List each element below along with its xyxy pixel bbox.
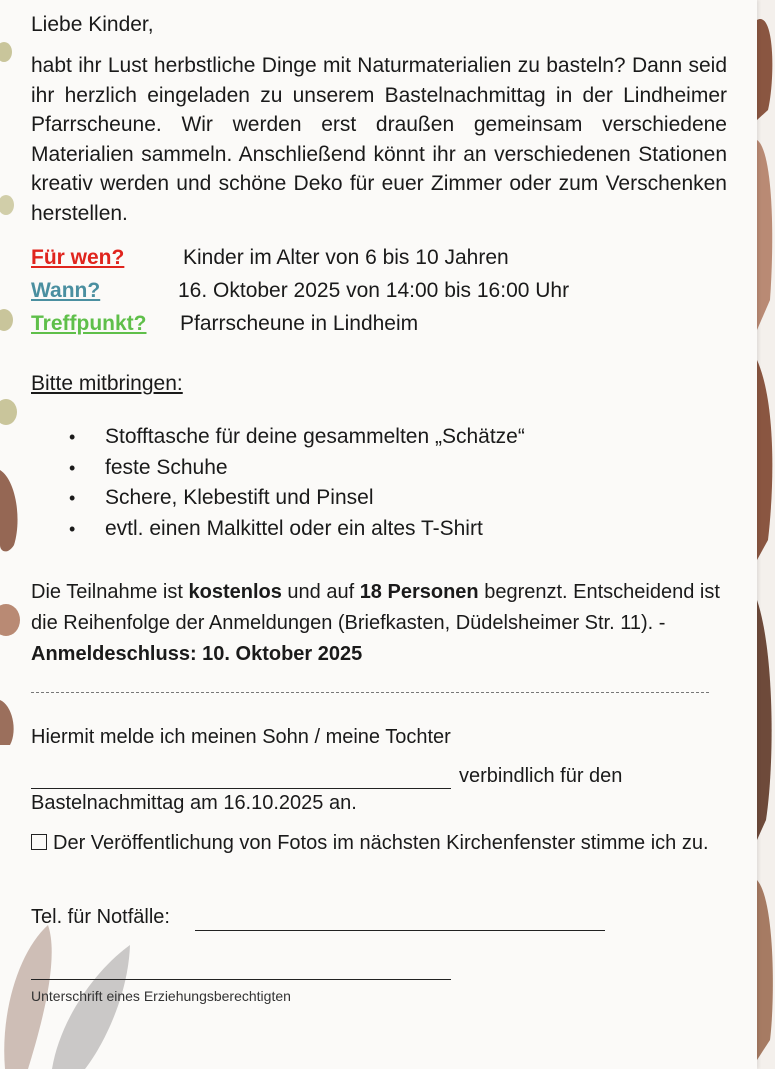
leaf-shape <box>757 140 772 330</box>
photo-consent <box>31 829 721 857</box>
registration-line-1: Hiermit melde ich meinen Sohn / meine Tochter <box>31 726 451 748</box>
child-name-field[interactable] <box>31 788 451 789</box>
photo-consent-text: Der Veröffentlichung von Fotos im nächsten Kirchenfenster stimme ich zu. <box>53 832 709 854</box>
leaf-shape <box>757 600 772 840</box>
participation-note: Die Teilnahme ist kostenlos und auf 18 Personen begrenzt. Entscheidend ist die Reihenfolge der Anmeldungen (Briefkasten, Düdelsheimer Str. 11). - Anmeldeschluss: 10. Oktober 2025 <box>31 581 720 665</box>
info-row-audience <box>31 246 509 270</box>
info-label-audience: Für wen? <box>31 246 125 269</box>
leaf-shape <box>52 945 130 1069</box>
dot-shape <box>0 604 20 636</box>
info-value-date: 16. Oktober 2025 von 14:00 bis 16:00 Uhr <box>178 279 570 302</box>
dot-shape <box>0 42 12 62</box>
info-row-location <box>31 312 419 336</box>
note-capacity: 18 Personen <box>359 581 479 603</box>
list-item: • Schere, Klebestift und Pinsel <box>69 483 525 514</box>
bring-list <box>69 422 525 544</box>
bring-list-title: Bitte mitbringen: <box>31 372 183 395</box>
phone-field[interactable] <box>195 930 605 931</box>
list-item: • evtl. einen Malkittel oder ein altes T-Shirt <box>69 514 525 545</box>
dot-shape <box>0 195 14 215</box>
dot-shape <box>0 309 13 331</box>
leaf-shape <box>757 880 773 1060</box>
info-label-location: Treffpunkt? <box>31 312 147 335</box>
info-value-audience: Kinder im Alter von 6 bis 10 Jahren <box>183 246 509 269</box>
list-item: • Stofftasche für deine gesammelten „Schätze“ <box>69 422 525 453</box>
greeting-text: Liebe Kinder, <box>31 13 154 36</box>
info-label-date: Wann? <box>31 279 101 302</box>
signature-field[interactable] <box>31 979 451 980</box>
info-row-date <box>31 279 570 303</box>
dot-shape <box>0 399 17 425</box>
leaf-shape <box>0 700 14 745</box>
note-deadline: Anmeldeschluss: 10. Oktober 2025 <box>31 643 363 665</box>
registration-line-2: verbindlich für den <box>459 765 623 787</box>
cut-line <box>31 692 709 693</box>
note-free: kostenlos <box>188 581 282 603</box>
bullet-icon: • <box>69 457 76 478</box>
leaf-shape <box>757 360 772 560</box>
bullet-icon: • <box>69 518 76 539</box>
bullet-icon: • <box>69 427 76 447</box>
leaf-shape <box>0 470 18 551</box>
intro-paragraph: habt ihr Lust herbstliche Dinge mit Naturmaterialien zu basteln? Dann seid ihr herzlich eingeladen zu unserem Bastelnachmittag in der Lindheimer Pfarrscheune. Wir werden erst draußen gemeinsam verschiedene Materialien sammeln. Anschließend könnt ihr an verschiedenen Stationen kreativ werden und schöne Deko für euer Zimmer oder zum Verschenken herstellen. <box>31 54 727 225</box>
registration-line-3: Bastelnachmittag am 16.10.2025 an. <box>31 792 357 814</box>
photo-consent-checkbox[interactable] <box>31 834 47 850</box>
phone-label: Tel. für Notfälle: <box>31 906 170 928</box>
bullet-icon: • <box>69 488 76 508</box>
signature-caption: Unterschrift eines Erziehungsberechtigten <box>31 988 291 1004</box>
leaf-shape <box>757 19 772 120</box>
list-item: • feste Schuhe <box>69 453 525 484</box>
info-value-location: Pfarrscheune in Lindheim <box>180 312 419 335</box>
